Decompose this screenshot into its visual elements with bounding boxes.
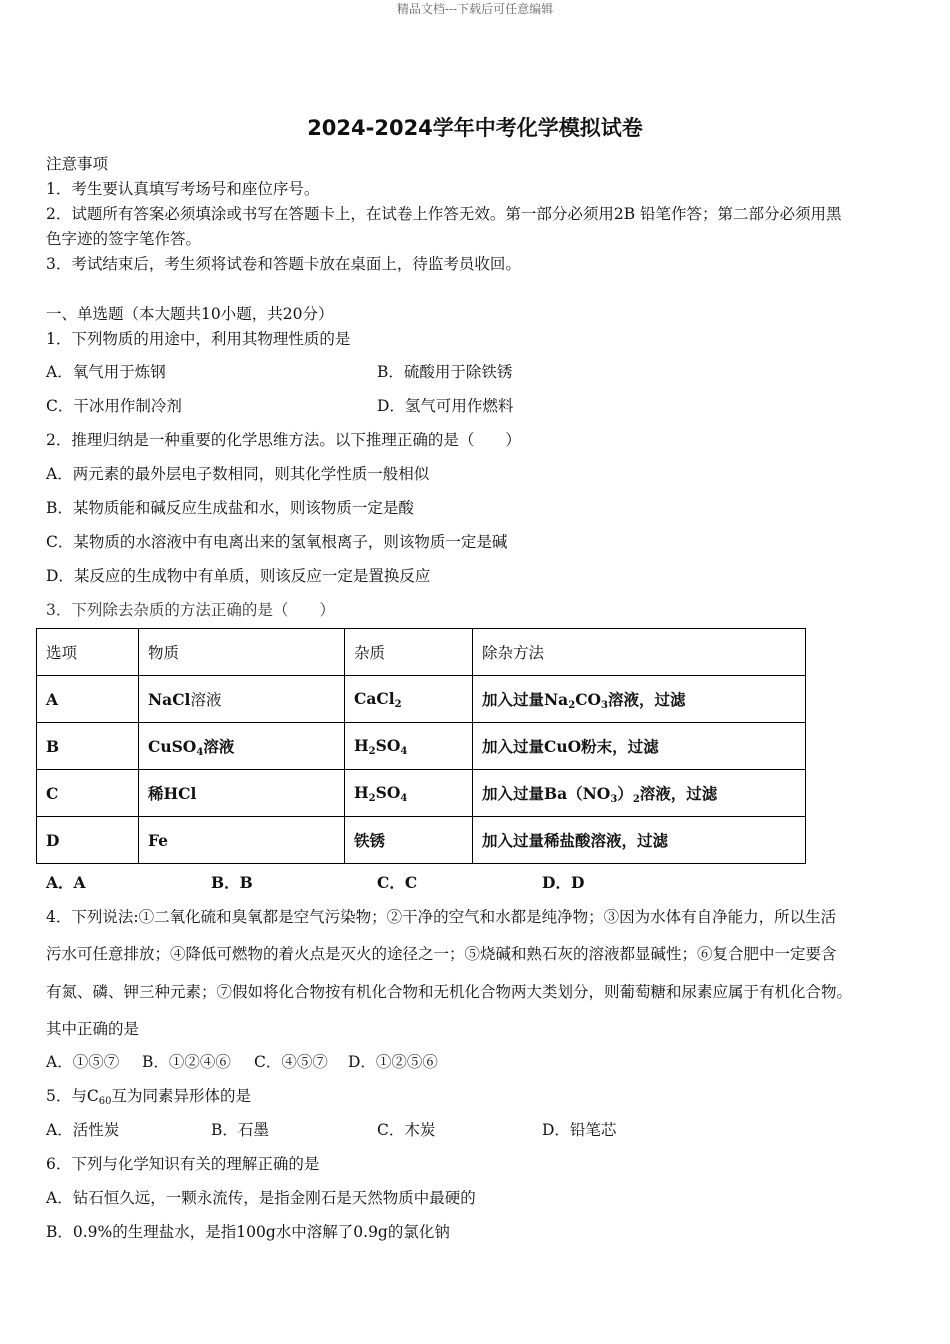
q4-line-1: 4．下列说法:①二氧化硫和臭氧都是空气污染物；②干净的空气和水都是纯净物；③因为水体有自净能力，所以生活 <box>46 908 837 926</box>
notice-item-3: 3．考试结束后，考生须将试卷和答题卡放在桌面上，待监考员收回。 <box>46 255 521 273</box>
q3-stem: 3．下列除去杂质的方法正确的是（ ） <box>46 601 335 619</box>
q2-option-a: A．两元素的最外层电子数相同，则其化学性质一般相似 <box>46 465 430 483</box>
notice-item-2-cont: 色字迹的签字笔作答。 <box>46 230 202 248</box>
table-row <box>37 770 806 817</box>
q3-option-d: D．D <box>542 873 585 892</box>
q4-line-3: 有氮、磷、钾三种元素；⑦假如将化合物按有机化合物和无机化合物两大类划分，则葡萄糖和尿素应属于有机化合物。 <box>46 983 853 1001</box>
table-row <box>37 676 806 723</box>
header-cell: 除杂方法 <box>473 629 806 676</box>
table-cell: NaCl溶液 <box>139 676 345 723</box>
notice-item-1: 1．考生要认真填写考场号和座位序号。 <box>46 180 320 198</box>
table-cell: B <box>37 723 139 770</box>
table-cell: $H_2SO_4$ <box>345 770 473 817</box>
q2-option-c: C．某物质的水溶液中有电离出来的氢氧根离子，则该物质一定是碱 <box>46 533 508 551</box>
header-cell: 杂质 <box>345 629 473 676</box>
q4-option-b: B．①②④⑥ <box>142 1053 231 1071</box>
q6-option-a: A．钻石恒久远，一颗永流传，是指金刚石是天然物质中最硬的 <box>46 1189 476 1207</box>
table-cell: 加入过量CuO粉末，过滤 <box>473 723 806 770</box>
table-row <box>37 817 806 864</box>
table-header-row <box>37 629 806 676</box>
q1-option-d: D．氢气可用作燃料 <box>377 397 514 415</box>
header-cell: 物质 <box>139 629 345 676</box>
page-title: 2024-2024学年中考化学模拟试卷 <box>307 116 643 140</box>
notice-heading: 注意事项 <box>46 155 109 173</box>
q5-option-d: D．铅笔芯 <box>542 1121 617 1139</box>
table-cell: 铁锈 <box>345 817 473 864</box>
q2-stem: 2．推理归纳是一种重要的化学思维方法。以下推理正确的是（ ） <box>46 431 521 449</box>
q4-option-c: C．④⑤⑦ <box>254 1053 328 1071</box>
q1-option-c: C．干冰用作制冷剂 <box>46 397 182 415</box>
section-heading: 一、单选题（本大题共10小题，共20分） <box>46 305 334 323</box>
table-cell: 稀HCl <box>139 770 345 817</box>
q1-stem: 1．下列物质的用途中，利用其物理性质的是 <box>46 330 351 348</box>
table-cell: 加入过量稀盐酸溶液，过滤 <box>473 817 806 864</box>
table-row <box>37 723 806 770</box>
table-cell: CaCl$_2$ <box>345 676 473 723</box>
q2-option-d: D．某反应的生成物中有单质，则该反应一定是置换反应 <box>46 567 431 585</box>
q4-option-d: D．①②⑤⑥ <box>348 1053 438 1071</box>
q3-table <box>36 628 806 864</box>
table-cell: 加入过量$Na_2CO_3$溶液，过滤 <box>473 676 806 723</box>
header-cell: 选项 <box>37 629 139 676</box>
q2-option-b: B．某物质能和碱反应生成盐和水，则该物质一定是酸 <box>46 499 414 517</box>
table-cell: CuSO$_4$溶液 <box>139 723 345 770</box>
q4-line-4: 其中正确的是 <box>46 1020 140 1038</box>
q3-option-c: C．C <box>377 873 418 892</box>
q4-line-2: 污水可任意排放；④降低可燃物的着火点是灭火的途径之一；⑤烧碱和熟石灰的溶液都显碱性；⑥复合肥中一定要含 <box>46 945 837 963</box>
q5-option-a: A．活性炭 <box>46 1121 120 1139</box>
q5-option-b: B．石墨 <box>211 1121 269 1139</box>
q5-stem: 5．与$C_{60}$互为同素异形体的是 <box>46 1087 251 1107</box>
table-cell: D <box>37 817 139 864</box>
q3-option-b: B．B <box>211 873 253 892</box>
table-cell: $H_2SO_4$ <box>345 723 473 770</box>
page-header: 精品文档---下载后可任意编辑 <box>396 2 554 16</box>
q1-option-b: B．硫酸用于除铁锈 <box>377 363 513 381</box>
q1-option-a: A．氧气用于炼钢 <box>46 363 166 381</box>
notice-item-2: 2．试题所有答案必须填涂或书写在答题卡上，在试卷上作答无效。第一部分必须用2B 铅笔作答；第二部分必须用黑 <box>46 205 842 223</box>
q5-option-c: C．木炭 <box>377 1121 436 1139</box>
q6-option-b: B．0.9%的生理盐水，是指100g水中溶解了0.9g的氯化钠 <box>46 1223 450 1241</box>
table-cell: Fe <box>139 817 345 864</box>
q4-option-a: A．①⑤⑦ <box>46 1053 120 1071</box>
table-cell: C <box>37 770 139 817</box>
table-cell: A <box>37 676 139 723</box>
table-cell: 加入过量$Ba(NO_3)_2$溶液，过滤 <box>473 770 806 817</box>
q3-option-a: A．A <box>46 873 86 892</box>
q6-stem: 6．下列与化学知识有关的理解正确的是 <box>46 1155 320 1173</box>
